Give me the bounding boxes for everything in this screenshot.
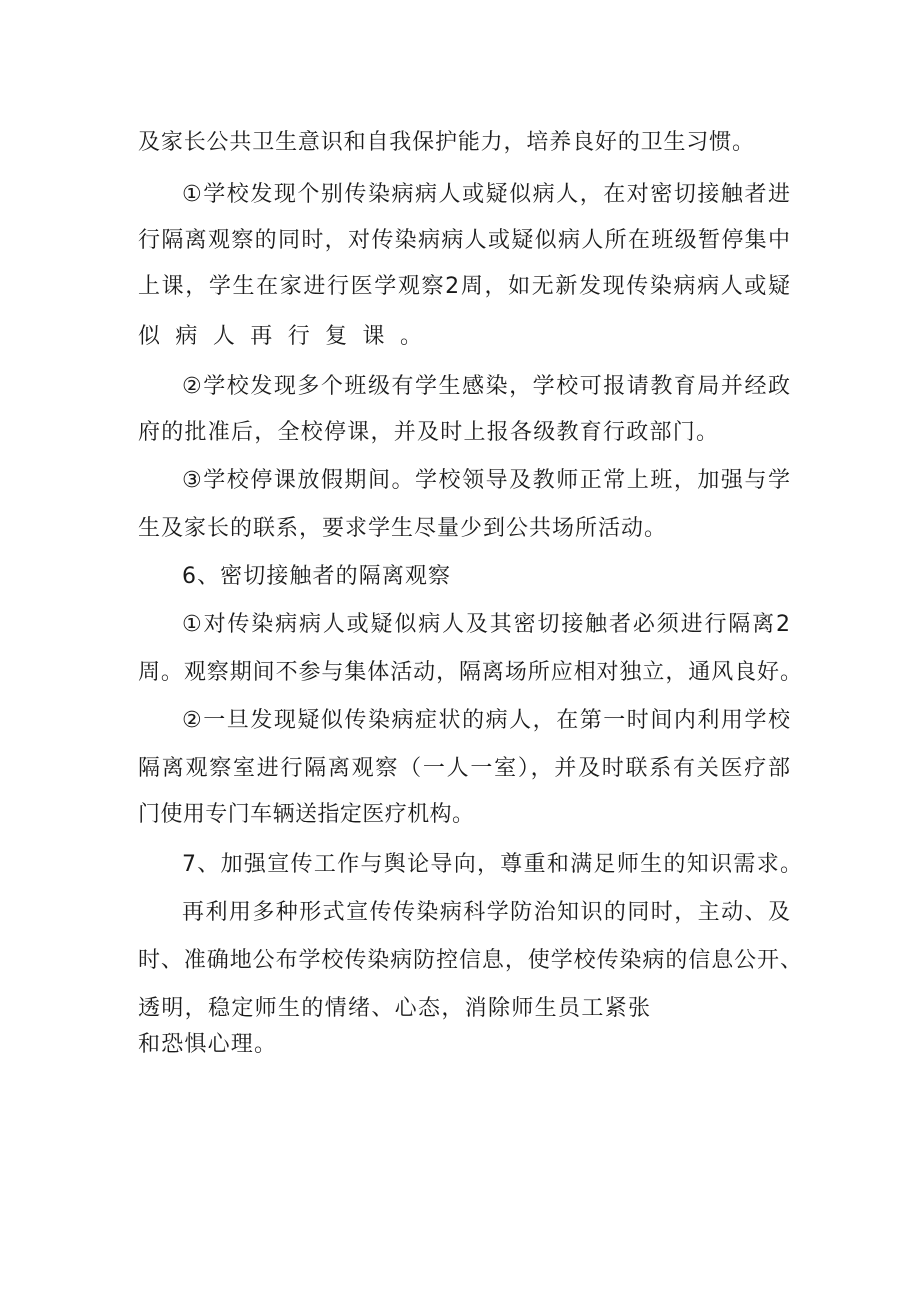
text-line-6: ②学校发现多个班级有学生感染，学校可报请教育局并经政 xyxy=(182,374,790,399)
text-line-12: 周。观察期间不参与集体活动，隔离场所应相对独立，通风良好。 xyxy=(138,660,802,685)
section-heading-6: 6、密切接触者的隔离观察 xyxy=(182,564,450,589)
text-line-1: 及家长公共卫生意识和自我保护能力，培养良好的卫生习惯。 xyxy=(138,130,754,155)
text-line-3: 行隔离观察的同时，对传染病病人或疑似病人所在班级暂停集中 xyxy=(138,228,790,253)
text-line-7: 府的批准后，全校停课，并及时上报各级教育行政部门。 xyxy=(138,420,718,445)
text-line-9: 生及家长的联系，要求学生尽量少到公共场所活动。 xyxy=(138,516,666,541)
text-line-15: 门使用专门车辆送指定医疗机构。 xyxy=(138,802,474,827)
text-line-14: 隔离观察室进行隔离观察（一人一室），并及时联系有关医疗部 xyxy=(138,756,790,781)
text-line-20: 和恐惧心理。 xyxy=(138,1032,276,1057)
text-line-11: ①对传染病病人或疑似病人及其密切接触者必须进行隔离2 xyxy=(182,612,790,637)
text-line-5: 似病人再行复课。 xyxy=(138,324,422,349)
text-line-4: 上课，学生在家进行医学观察2周，如无新发现传染病病人或疑 xyxy=(138,274,790,299)
section-heading-7: 7、加强宣传工作与舆论导向，尊重和满足师生的知识需求。 xyxy=(182,852,802,877)
text-line-8: ③学校停课放假期间。学校领导及教师正常上班，加强与学 xyxy=(182,468,790,493)
text-line-19: 透明，稳定师生的情绪、心态，消除师生员工紧张 xyxy=(138,996,650,1021)
text-line-18: 时、准确地公布学校传染病防控信息，使学校传染病的信息公开、 xyxy=(138,948,802,973)
text-line-17: 再利用多种形式宣传传染病科学防治知识的同时，主动、及 xyxy=(182,900,790,925)
text-line-2: ①学校发现个别传染病病人或疑似病人，在对密切接触者进 xyxy=(182,182,790,207)
text-line-13: ②一旦发现疑似传染病症状的病人，在第一时间内利用学校 xyxy=(182,708,790,733)
